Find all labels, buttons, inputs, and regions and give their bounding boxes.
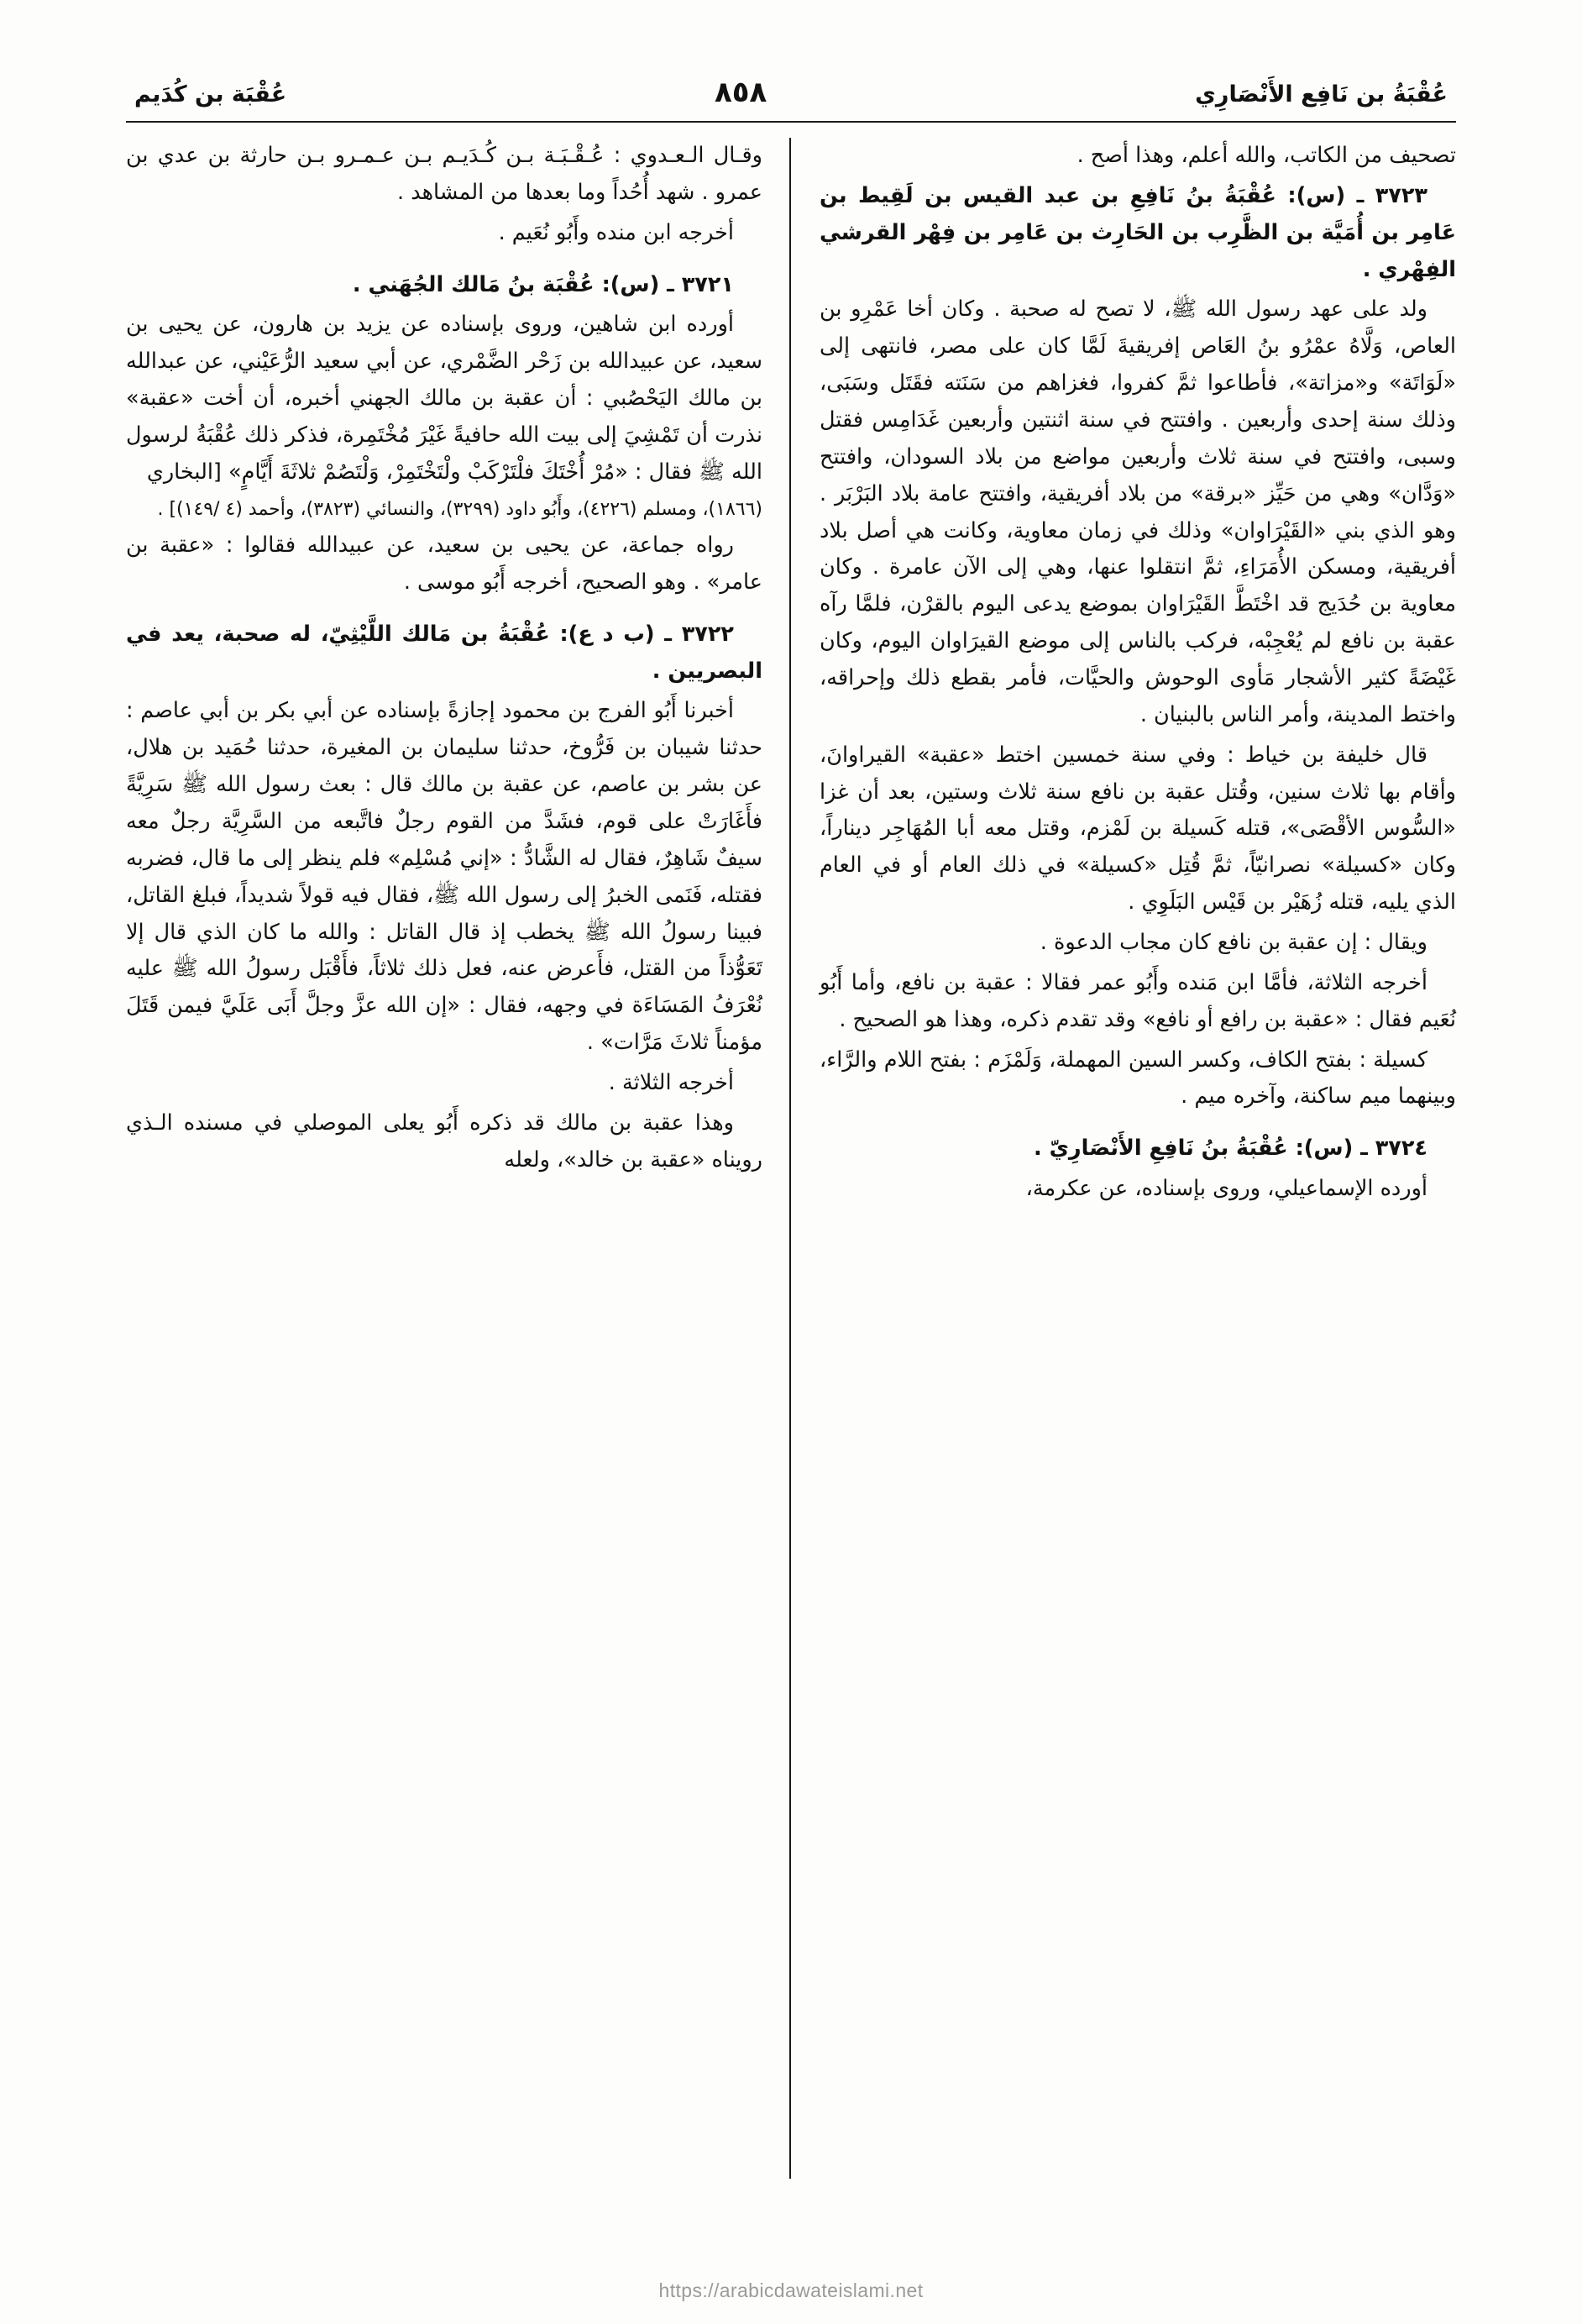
para-3723-4: أخرجه الثلاثة، فأمَّا ابن مَنده وأَبُو عمر فقالا : عقبة بن نافع، وأما أَبُو نُعَيم فقال : «عقبة بن رافع أو نافع» وقد تقدم ذكره، وهذا هو الصحيح .: [820, 969, 1456, 1032]
para-tashif-note: تصحيف من الكاتب، والله أعلم، وهذا أصح .: [1076, 143, 1456, 168]
para-3723-5: كسيلة : بفتح الكاف، وكسر السين المهملة، وَلَمْزَم : بفتح اللام والرَّاء، وبينهما ميم ساكنة، وآخره ميم .: [820, 1047, 1456, 1110]
para-3721-refs: (١٨٦٦)، ومسلم (٤٢٢٦)، وأَبُو داود (٣٢٩٩)، والنسائي (٣٨٢٣)، وأحمد (٤ /١٤٩)] .: [157, 498, 762, 520]
para-takhrij-1: أخرجه ابن منده وأَبُو نُعَيم .: [498, 219, 734, 245]
entry-gap-b: [126, 605, 762, 616]
para-3721-1: أورده ابن شاهين، وروى بإسناده عن يزيد بن هارون، عن يحيى بن سعيد، عن عبيدالله بن زَحْر الضَّمْري، عن أبي سعيد الرُّعَيْني، عن عبدالله بن مالك اليَحْصُبي : أن عقبة بن مالك الجهني أخبره، أن أخت «عقبة» نذرت أن تَمْشِيَ إلى بيت الله حافيةً غَيْرَ مُخْتَمِرة، فذكر ذلك عُقْبَةُ لرسول الله ﷺ فقال : «مُرْ أُخْتَكَ فلْتَرْكَبْ ولْتَخْتَمِرْ، وَلْتَصُمْ ثلاثَةَ أَيَّامٍ» [البخاري: [126, 312, 762, 485]
site-watermark: https://arabicdawateislami.net: [658, 2279, 924, 2301]
para-3722-1: أخبرنا أَبُو الفرج بن محمود إجازةً بإسناده عن أبي بكر بن أبي عاصم : حدثنا شيبان بن فَرُّوخ، حدثنا سليمان بن المغيرة، حدثنا حُمَيد بن هلال، عن بشر بن عاصم، عن عقبة بن مالك قال : بعث رسول الله ﷺ سَرِيَّةً فأَغَارَتْ على قوم، فشَدَّ من القوم رجلٌ فاتَّبعه من السَّرِيَّة رجلٌ معه سيفٌ شَاهِرٌ، فقال له الشَّادُّ : «إني مُسْلِم» فلم ينظر إلى ما قال، فضربه فقتله، فَنَمى الخبرُ إلى رسول الله ﷺ، فقال فيه قولاً شديداً، فبلغ القاتل، فبينا رسولُ الله ﷺ يخطب إذ قال القاتل : والله ما كان الذي قال إلا تَعَوُّذاً من القتل، فأَعرض عنه، فعل ذلك ثلاثاً، فأَقْبَل رسولُ الله ﷺ عليه نُعْرَفُ المَسَاءَة في وجهه، فقال : «إن الله عزَّ وجلَّ أَبَى عَلَيَّ فيمن قَتَلَ مؤمناً ثلاثَ مَرَّات» .: [126, 698, 762, 1056]
entry-3723-heading: ٣٧٢٣ ـ (س): عُقْبَةُ بنُ نَافِعِ بن عبد القيس بن لَقِيط بن عَامِر بن أُمَيَّة بن الظَّرِب بن الحَارِث بن عَامِر بن فِهْر القرشي الفِهْري .: [820, 182, 1456, 282]
page-number: ٨٥٨: [715, 76, 767, 109]
para-3724-1: أورده الإسماعيلي، وروى بإسناده، عن عكرمة،: [1025, 1176, 1427, 1202]
para-3723-3: ويقال : إن عقبة بن نافع كان مجاب الدعوة .: [1040, 930, 1427, 956]
column-left: [126, 138, 791, 2179]
page-header: [126, 76, 1456, 109]
para-adawi: وقـال الـعـدوي : عُـقْـبَـة بـن كُـدَيـم بـن عـمـرو بـن حارثة بن عدي بن عمرو . شهد أُحُداً وما بعدها من المشاهد .: [126, 143, 762, 205]
para-3722-takhrij: أخرجه الثلاثة .: [608, 1069, 734, 1095]
running-title-left: عُقْبَة بن كُدَيم: [134, 81, 287, 108]
entry-3722-heading: ٣٧٢٢ ـ (ب د ع): عُقْبَةُ بن مَالك اللَّيْثِيّ، له صحبة، يعد في البصريين .: [126, 621, 762, 684]
para-3722-2: وهذا عقبة بن مالك قد ذكره أَبُو يعلى الموصلي في مسنده الـذي رويناه «عقبة بن خالد»، ولعله: [126, 1110, 762, 1172]
header-divider-rule: [126, 121, 1456, 123]
para-3723-1: ولد على عهد رسول الله ﷺ، لا تصح له صحبة . وكان أخا عَمْرِو بن العاص، وَلَّاهُ عمْرُو بنُ العَاص إفريقيةَ لَمَّا كان على مصر، فانتهى إلى «لَوَاتَة» و«مزاتة»، فأطاعوا ثمَّ كفروا، فغزاهم من سَنَته فقَتَل وسَبَى، وذلك سنة إحدى وأربعين . وافتتح في سنة اثنتين وأربعين غَدَامِس فقتل وسبى، وافتتح في سنة ثلاث وأربعين مواضع من بلاد السودان، وافتتح «وَدَّان» وهي من حَيِّز «برقة» من بلاد أفريقية، وافتتح عامة بلاد البَرْبَر . وهو الذي بني «القَيْرَاوان» وذلك في زمان معاوية، وكانت هي أصل بلاد أفريقية، ومسكن الأُمَرَاءِ، ثمَّ انتقلوا عنها، وهي إلى الآن عامرة . وكان معاوية بن حُدَيج قد اخْتَطَّ القَيْرَاوان بموضع يدعى اليوم بالقرْن، فلمَّا رآه عقبة بن نافع لم يُعْجِبْه، فركب بالناس إلى موضع القيرَاوان اليوم، وكان غَيْضَةً كثير الأشجار مَأوى الوحوش والحيَّات، فأمر بقطع ذلك وإحراقه، واختط المدينة، وأمر الناس بالبنيان .: [820, 296, 1456, 727]
entry-3724-heading: ٣٧٢٤ ـ (س): عُقْبَةُ بنُ نَافِعِ الأَنْصَارِيّ .: [1034, 1136, 1427, 1162]
text-columns: [126, 138, 1456, 2179]
entry-gap: [820, 1119, 1456, 1131]
para-3721-2: رواه جماعة، عن يحيى بن سعيد، عن عبيدالله فقالوا : «عقبة بن عامر» . وهو الصحيح، أخرجه أَبُو موسى .: [126, 532, 762, 595]
entry-3721-heading: ٣٧٢١ ـ (س): عُقْبَة بنُ مَالك الجُهَني .: [352, 271, 734, 297]
column-divider: [789, 138, 791, 2179]
entry-gap-a: [126, 255, 762, 267]
column-right: [791, 138, 1456, 2179]
running-title-right: عُقْبَةُ بن نَافِع الأَنْصَارِي: [1195, 81, 1448, 108]
para-3723-2: قال خليفة بن خياط : وفي سنة خمسين اختط «عقبة» القيراوانَ، وأقام بها ثلاث سنين، وقُتل عقبة بن نافع سنة ثلاث وستين، بعد أن غزا «السُّوس الأقْصَى»، قتله كَسيلة بن لَمْزم، وقتل معه أبا المُهَاجِر ديناراً، وكان «كسيلة» نصرانيّاً، ثمَّ قُتِل «كسيلة» في ذلك العام أو في العام الذي يليه، قتله زُهَيْر بن قَيْس البَلَوِي .: [820, 742, 1456, 915]
